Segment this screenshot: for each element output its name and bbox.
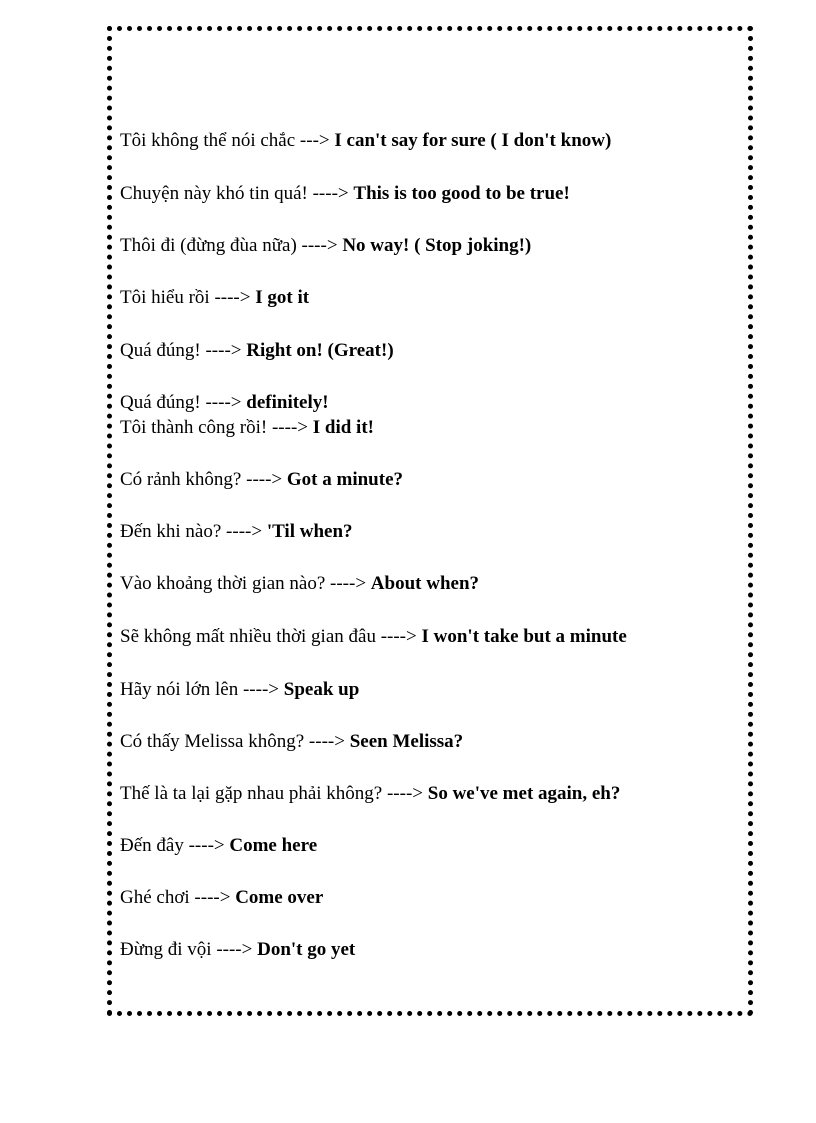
phrase-vietnamese: Tôi hiểu rồi ----> [120,287,251,308]
phrase-english: definitely! [246,392,329,413]
phrase-vietnamese: Chuyện này khó tin quá! ----> [120,183,349,204]
phrase-vietnamese: Sẽ không mất nhiều thời gian đâu ----> [120,626,417,647]
phrase-vietnamese: Đến đây ----> [120,835,225,856]
phrase-line [120,130,611,152]
phrase-vietnamese: Đến khi nào? ----> [120,521,263,542]
phrase-vietnamese: Có thấy Melissa không? ----> [120,731,345,752]
phrase-vietnamese: Thế là ta lại gặp nhau phải không? ----> [120,783,423,804]
phrase-english: Come over [235,887,324,908]
phrase-line [120,835,317,857]
phrase-english: Right on! (Great!) [246,340,394,361]
phrase-english: So we've met again, eh? [427,783,621,804]
phrase-line [120,521,353,543]
phrase-vietnamese: Có rảnh không? ----> [120,469,283,490]
phrase-english: Seen Melissa? [349,731,464,752]
phrase-english: 'Til when? [266,521,353,542]
phrase-line [120,469,403,491]
phrase-vietnamese: Thôi đi (đừng đùa nữa) ----> [120,235,338,256]
phrase-line [120,731,463,753]
phrase-english: I got it [255,287,310,308]
phrase-english: I won't take but a minute [421,626,627,647]
phrase-english: No way! ( Stop joking!) [342,235,532,256]
phrase-english: I can't say for sure ( I don't know) [334,130,612,151]
phrase-english: This is too good to be true! [353,183,570,204]
phrase-line [120,679,359,701]
phrase-line [120,939,355,961]
phrase-line [120,417,374,439]
phrase-english: Speak up [283,679,360,700]
phrase-english: Don't go yet [257,939,356,960]
phrase-english: About when? [370,573,480,594]
phrase-line [120,183,570,205]
phrase-english: Come here [229,835,318,856]
phrase-vietnamese: Ghé chơi ----> [120,887,231,908]
phrase-line [120,340,394,362]
phrase-vietnamese: Quá đúng! ----> [120,340,242,361]
phrase-line [120,287,309,309]
phrase-line [120,783,620,805]
phrase-line [120,235,531,257]
phrase-vietnamese: Tôi không thể nói chắc ---> [120,130,330,151]
phrase-vietnamese: Quá đúng! ----> [120,392,242,413]
phrase-english: Got a minute? [286,469,403,490]
phrase-vietnamese: Hãy nói lớn lên ----> [120,679,279,700]
phrase-line [120,573,479,595]
phrase-line [120,887,323,909]
phrase-line [120,392,329,414]
phrase-vietnamese: Đừng đi vội ----> [120,939,253,960]
phrase-line [120,626,627,648]
phrase-vietnamese: Vào khoảng thời gian nào? ----> [120,573,367,594]
phrase-english: I did it! [312,417,374,438]
phrase-vietnamese: Tôi thành công rồi! ----> [120,417,308,438]
